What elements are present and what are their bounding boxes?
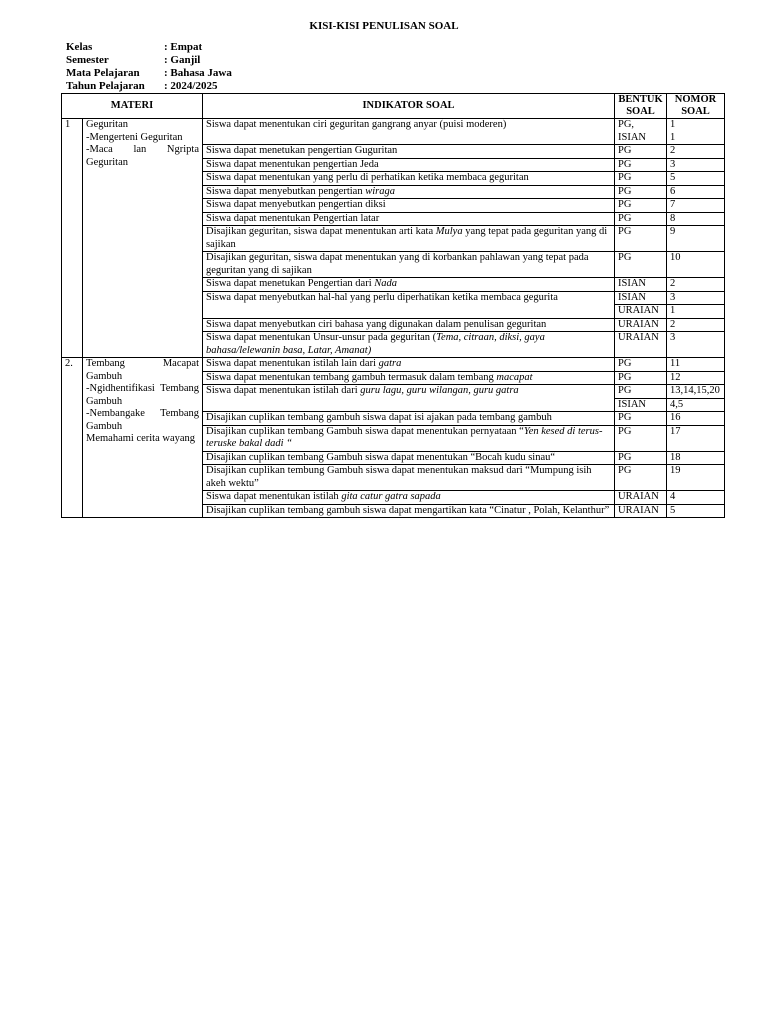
- indikator-text: Siswa dapat menentukan yang perlu di perhatikan ketika membaca geguritan: [206, 172, 529, 183]
- indikator-text: Siswa dapat menyebutkan ciri bahasa yang digunakan dalam penulisan geguritan: [206, 318, 547, 330]
- indikator-text: Siswa dapat menetukan Pengertian dari: [206, 278, 375, 289]
- nomor-soal-value: 5: [670, 504, 676, 516]
- indikator-cell: [203, 145, 615, 159]
- table-header-row: [62, 94, 725, 119]
- bentuk-soal-value: URAIAN: [618, 491, 659, 502]
- header-bentuk-soal: [615, 94, 667, 119]
- indikator-text: Disajikan cuplikan tembang gambuh siswa dapat isi ajakan pada tembang gambuh: [206, 412, 552, 423]
- meta-row-tahun-pelajaran: [66, 80, 232, 93]
- nomor-soal-value: 9: [670, 226, 676, 237]
- bentuk-soal-value: PG: [618, 145, 632, 156]
- nomor-soal-cell: [667, 185, 725, 199]
- header-nomor-soal: [667, 94, 725, 119]
- indikator-cell: [203, 252, 615, 278]
- nomor-soal-value: 18: [670, 451, 681, 463]
- bentuk-soal-value: ISIAN: [618, 278, 646, 289]
- indikator-text: Siswa dapat menetukan pengertian Guguritan: [206, 145, 398, 156]
- header-indikator: INDIKATOR SOAL: [203, 94, 615, 119]
- bentuk-soal-value: URAIAN: [615, 304, 666, 318]
- materi-line: Memahami cerita wayang: [86, 433, 196, 444]
- bentuk-soal-cell: [615, 425, 667, 451]
- nomor-soal-value: 7: [670, 199, 676, 210]
- bentuk-soal-cell: [615, 226, 667, 252]
- bentuk-soal-value: PG: [618, 185, 632, 197]
- indikator-cell: [203, 371, 615, 385]
- nomor-soal-cell: [667, 226, 725, 252]
- indikator-text-after: yang tepat pada geguritan yang di sajikan: [206, 226, 608, 250]
- nomor-soal-value: 3: [670, 332, 676, 343]
- nomor-soal-value: 12: [670, 371, 681, 383]
- indikator-text: Disajikan cuplikan tembang Gambuh siswa dapat menentukan “Bocah kudu sinau“: [206, 451, 556, 463]
- materi-line: Gambuh: [86, 370, 123, 382]
- indikator-italic-term: Mulya: [435, 226, 463, 237]
- indikator-italic-term: guru lagu, guru wilangan, guru gatra: [360, 385, 519, 396]
- materi-line: Geguritan: [86, 156, 128, 168]
- bentuk-soal-cell: [615, 504, 667, 518]
- bentuk-soal-value: URAIAN: [618, 318, 659, 330]
- indikator-text: Disajikan cuplikan tembang gambuh siswa dapat mengartikan kata “Cinatur , Polah, Kelanthur”: [206, 504, 610, 516]
- nomor-soal-cell: [667, 465, 725, 491]
- indikator-cell: [203, 385, 615, 412]
- bentuk-soal-cell: [615, 158, 667, 172]
- bentuk-soal-cell: [615, 145, 667, 159]
- meta-row-semester: [66, 54, 232, 67]
- bentuk-soal-value: PG,: [618, 119, 635, 130]
- nomor-soal-cell: [667, 252, 725, 278]
- materi-line: Gambuh: [86, 420, 123, 432]
- indikator-cell: [203, 199, 615, 213]
- meta-value: : 2024/2025: [164, 80, 218, 92]
- bentuk-soal-value: ISIAN: [618, 291, 646, 303]
- indikator-text: Siswa dapat menentukan istilah lain dari: [206, 358, 379, 369]
- bentuk-soal-cell: [615, 491, 667, 505]
- nomor-soal-value: 17: [670, 425, 681, 437]
- bentuk-soal-value: ISIAN: [618, 131, 646, 143]
- nomor-soal-cell: [667, 119, 725, 145]
- nomor-soal-cell: [667, 199, 725, 213]
- nomor-soal-cell: [667, 291, 725, 318]
- indikator-text: Siswa dapat menyebutkan pengertian diksi: [206, 199, 386, 210]
- meta-label: Kelas: [66, 41, 93, 53]
- indikator-text: Siswa dapat menyebutkan pengertian: [206, 185, 366, 197]
- bentuk-soal-value: PG: [618, 158, 632, 170]
- bentuk-soal-value: ISIAN: [615, 398, 666, 412]
- nomor-soal-value: 2: [670, 278, 676, 289]
- nomor-soal-cell: [667, 318, 725, 332]
- bentuk-soal-cell: [615, 332, 667, 358]
- nomor-soal-value: 1: [670, 119, 676, 130]
- materi-line: Tembang Macapat: [86, 358, 199, 369]
- nomor-soal-value: 1: [670, 131, 676, 143]
- kisi-kisi-table: [61, 93, 725, 518]
- bentuk-soal-cell: [615, 451, 667, 465]
- header-materi: MATERI: [62, 94, 203, 119]
- bentuk-soal-cell: [615, 318, 667, 332]
- bentuk-soal-cell: [615, 212, 667, 226]
- indikator-text: Siswa dapat menentukan pengertian Jeda: [206, 158, 379, 170]
- bentuk-soal-cell: [615, 199, 667, 213]
- bentuk-soal-value: PG: [618, 199, 632, 210]
- nomor-soal-cell: [667, 491, 725, 505]
- document-meta: [66, 41, 232, 93]
- indikator-text: Siswa dapat menyebutkan hal-hal yang perlu diperhatikan ketika membaca gegurita: [206, 291, 558, 303]
- header-nomor-line1: NOMOR: [674, 94, 717, 105]
- nomor-soal-value: 3: [670, 158, 676, 170]
- indikator-text: Siswa dapat menentukan Pengertian latar: [206, 212, 380, 224]
- indikator-cell: [203, 465, 615, 491]
- nomor-soal-cell: [667, 332, 725, 358]
- header-bentuk-line1: BENTUK: [618, 94, 663, 105]
- bentuk-soal-value: PG: [618, 226, 632, 237]
- bentuk-soal-value: URAIAN: [618, 332, 659, 343]
- materi-line: -Nembangake Tembang: [86, 408, 199, 419]
- nomor-soal-value: 4: [670, 491, 676, 502]
- meta-label: Tahun Pelajaran: [66, 80, 145, 92]
- indikator-cell: [203, 158, 615, 172]
- bentuk-soal-cell: [615, 371, 667, 385]
- nomor-soal-value: 3: [670, 291, 676, 303]
- indikator-cell: [203, 425, 615, 451]
- indikator-cell: [203, 226, 615, 252]
- indikator-text: Siswa dapat menentukan Unsur-unsur pada geguritan (: [206, 332, 437, 343]
- bentuk-soal-value: PG: [618, 252, 632, 263]
- nomor-soal-cell: [667, 145, 725, 159]
- nomor-soal-value: 4,5: [667, 398, 724, 412]
- nomor-soal-cell: [667, 371, 725, 385]
- indikator-cell: [203, 504, 615, 518]
- indikator-cell: [203, 212, 615, 226]
- bentuk-soal-cell: [615, 291, 667, 318]
- indikator-italic-term: macapat: [496, 371, 533, 383]
- table-row: [62, 119, 725, 145]
- indikator-cell: [203, 185, 615, 199]
- indikator-cell: [203, 491, 615, 505]
- indikator-text: Siswa dapat menentukan ciri geguritan gangrang anyar (puisi moderen): [206, 119, 507, 130]
- bentuk-soal-value: PG: [618, 425, 632, 437]
- meta-label: Mata Pelajaran: [66, 67, 140, 79]
- table-body: [62, 119, 725, 518]
- indikator-cell: [203, 119, 615, 145]
- materi-cell: [83, 119, 203, 358]
- nomor-soal-cell: [667, 425, 725, 451]
- bentuk-soal-cell: [615, 278, 667, 292]
- nomor-soal-cell: [667, 278, 725, 292]
- materi-cell: [83, 358, 203, 518]
- indikator-italic-term: wiraga: [365, 185, 395, 197]
- indikator-cell: [203, 172, 615, 186]
- meta-value: : Bahasa Jawa: [164, 67, 232, 79]
- bentuk-soal-value: PG: [618, 212, 632, 224]
- indikator-cell: [203, 332, 615, 358]
- materi-line: Gambuh: [86, 395, 123, 407]
- nomor-soal-value: 16: [670, 412, 681, 423]
- indikator-text: Siswa dapat menentukan istilah dari: [206, 385, 361, 396]
- nomor-soal-value: 2: [670, 318, 676, 330]
- bentuk-soal-value: PG: [618, 451, 632, 463]
- indikator-text: Siswa dapat menentukan tembang gambuh termasuk dalam tembang: [206, 371, 497, 383]
- nomor-soal-value: 8: [670, 212, 676, 224]
- nomor-soal-value: 6: [670, 185, 676, 197]
- nomor-soal-cell: [667, 412, 725, 426]
- header-nomor-line2: SOAL: [681, 106, 710, 117]
- header-bentuk-line2: SOAL: [626, 106, 655, 117]
- indikator-text: Disajikan geguritan, siswa dapat menentukan yang di korbankan pahlawan yang tepat pada geguritan yang di sajikan: [206, 252, 589, 276]
- meta-value: : Empat: [164, 41, 203, 53]
- bentuk-soal-value: PG: [618, 358, 632, 369]
- meta-row-kelas: [66, 41, 232, 54]
- materi-line: -Ngidhentifikasi Tembang: [86, 383, 199, 394]
- materi-line: Geguritan: [86, 119, 128, 130]
- nomor-soal-cell: [667, 172, 725, 186]
- indikator-text: Disajikan cuplikan tembung Gambuh siswa dapat menentukan maksud dari “Mumpung isih akeh wektu”: [206, 465, 592, 489]
- bentuk-soal-cell: [615, 119, 667, 145]
- materi-line: -Maca lan Ngripta: [86, 144, 199, 155]
- indikator-italic-term: Tema, citraan, diksi, gaya bahasa/lelewanin basa, Latar, Amanat): [206, 332, 545, 356]
- nomor-soal-cell: [667, 358, 725, 372]
- indikator-cell: [203, 412, 615, 426]
- bentuk-soal-value: PG: [618, 371, 632, 383]
- materi-line: -Mengerteni Geguritan: [86, 131, 183, 143]
- indikator-text: Disajikan geguritan, siswa dapat menentukan arti kata: [206, 226, 436, 237]
- bentuk-soal-value: PG: [618, 465, 632, 476]
- bentuk-soal-cell: [615, 172, 667, 186]
- nomor-soal-value: 5: [670, 172, 676, 183]
- nomor-soal-value: 19: [670, 465, 681, 476]
- indikator-text: Disajikan cuplikan tembang Gambuh siswa dapat menentukan pernyataan “: [206, 425, 524, 437]
- nomor-soal-value: 1: [667, 304, 724, 318]
- indikator-cell: [203, 358, 615, 372]
- bentuk-soal-value: PG: [618, 412, 632, 423]
- bentuk-soal-cell: [615, 385, 667, 412]
- bentuk-soal-cell: [615, 358, 667, 372]
- indikator-text: Siswa dapat menentukan istilah: [206, 491, 342, 502]
- bentuk-soal-cell: [615, 185, 667, 199]
- meta-value: : Ganjil: [164, 54, 201, 66]
- nomor-soal-cell: [667, 212, 725, 226]
- indikator-italic-term: Yen kesed di terus-teruske bakal dadi “: [206, 425, 603, 449]
- bentuk-soal-value: PG: [618, 172, 632, 183]
- row-number: 1: [62, 119, 83, 358]
- table-row: [62, 358, 725, 372]
- bentuk-soal-value: PG: [618, 385, 632, 396]
- meta-row-mata-pelajaran: [66, 67, 232, 80]
- bentuk-soal-cell: [615, 412, 667, 426]
- indikator-italic-term: gatra: [378, 358, 402, 369]
- nomor-soal-cell: [667, 158, 725, 172]
- indikator-cell: [203, 278, 615, 292]
- bentuk-soal-value: URAIAN: [618, 504, 659, 516]
- indikator-cell: [203, 451, 615, 465]
- meta-label: Semester: [66, 54, 109, 66]
- nomor-soal-cell: [667, 385, 725, 412]
- nomor-soal-value: 13,14,15,20: [670, 385, 720, 396]
- row-number: 2.: [62, 358, 83, 518]
- indikator-italic-term: gita catur gatra sapada: [341, 491, 441, 502]
- nomor-soal-value: 2: [670, 145, 676, 156]
- indikator-cell: [203, 318, 615, 332]
- bentuk-soal-cell: [615, 465, 667, 491]
- nomor-soal-cell: [667, 451, 725, 465]
- nomor-soal-value: 11: [670, 358, 681, 369]
- indikator-cell: [203, 291, 615, 318]
- nomor-soal-value: 10: [670, 252, 681, 263]
- nomor-soal-cell: [667, 504, 725, 518]
- indikator-italic-term: Nada: [374, 278, 398, 289]
- bentuk-soal-cell: [615, 252, 667, 278]
- document-title: KISI-KISI PENULISAN SOAL: [309, 20, 459, 32]
